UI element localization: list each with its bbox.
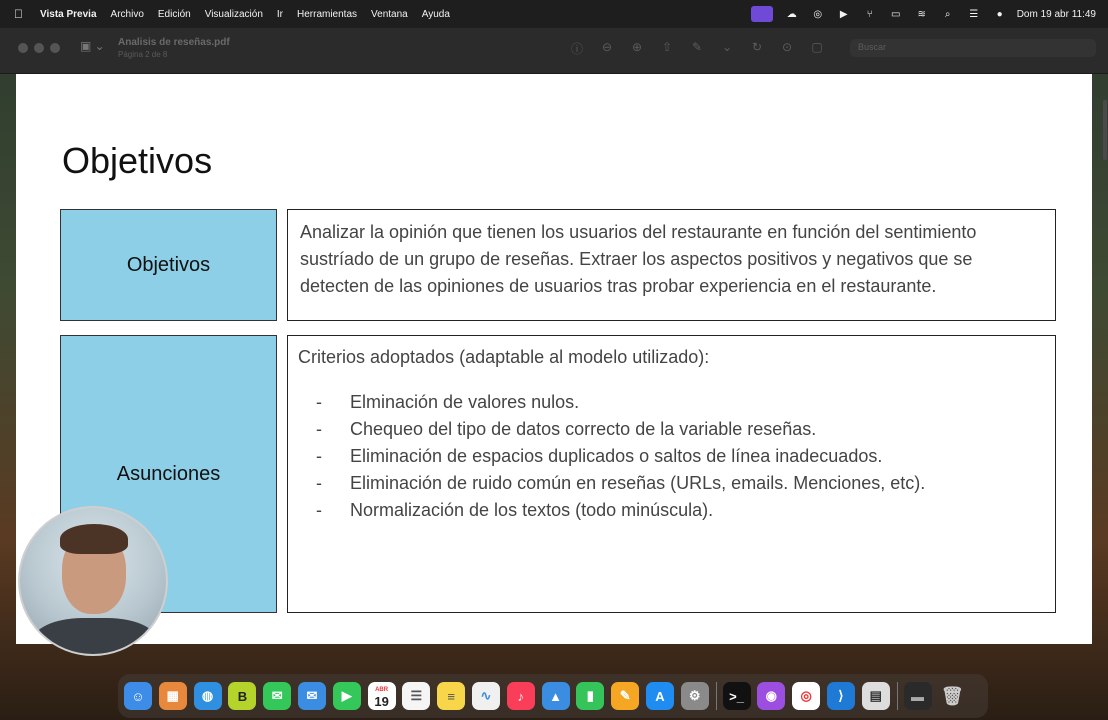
menu-items [40, 9, 464, 20]
music-icon[interactable]: ♪ [507, 682, 535, 710]
list-item: - Chequeo del tipo de datos correcto de la variable reseñas. [316, 419, 817, 439]
list-item: - Eliminación de espacios duplicados o saltos de línea inadecuados. [316, 446, 883, 466]
notes-icon[interactable]: ≡ [437, 682, 465, 710]
freeform-icon[interactable]: ∿ [472, 682, 500, 710]
sidebar-toggle-icon[interactable]: ▣ ⌄ [80, 39, 105, 53]
battery-icon[interactable]: ▭ [890, 8, 901, 20]
calendar-icon[interactable]: ABR 19 [368, 682, 396, 710]
menu-ir[interactable]: Ir [276, 8, 283, 20]
zoom-in-icon[interactable]: ⊕ [631, 40, 643, 54]
vscode-icon[interactable]: ⟩ [827, 682, 855, 710]
menu-ventana[interactable]: Ventana [371, 8, 408, 20]
cloud-icon[interactable]: ☁ [786, 8, 797, 20]
menu-ayuda[interactable]: Ayuda [421, 8, 450, 20]
preview-icon[interactable]: ▤ [862, 682, 890, 710]
zoom-out-icon[interactable]: ⊖ [601, 40, 613, 54]
dock-separator [897, 682, 898, 710]
system-settings-icon[interactable]: ⚙ [681, 682, 709, 710]
siri-icon[interactable]: ● [996, 8, 1003, 20]
wifi-icon[interactable]: ≋ [917, 8, 926, 20]
scrollbar[interactable] [1103, 100, 1107, 160]
presenter-hair [60, 524, 128, 554]
document-subtitle: Página 2 de 8 [118, 50, 168, 59]
markup-menu-chevron-icon[interactable]: ⌄ [721, 40, 733, 54]
webcam-overlay [18, 506, 168, 656]
finder-icon[interactable]: ☺ [124, 682, 152, 710]
reminders-icon[interactable]: ☰ [402, 682, 430, 710]
menubar-clock[interactable]: Dom 19 abr 11:49 [1016, 8, 1096, 20]
app-store-icon[interactable]: A [646, 682, 674, 710]
spotlight-icon[interactable]: ⌕ [944, 8, 951, 20]
zoom-window-button[interactable] [50, 43, 60, 53]
list-item: - Normalización de los textos (todo minúscula). [316, 500, 714, 520]
minimized-window-icon[interactable]: ▬ [904, 682, 932, 710]
numbers-icon[interactable]: ▮ [576, 682, 604, 710]
share-icon[interactable]: ⇧ [661, 40, 673, 54]
objectives-label-box [60, 209, 277, 321]
control-center-icon[interactable]: ☰ [969, 8, 979, 20]
trash-icon[interactable]: 🗑 [940, 685, 964, 706]
minimize-window-button[interactable] [34, 43, 44, 53]
assumptions-intro: Criterios adoptados (adaptable al modelo utilizado): [298, 347, 710, 367]
page-title: Objetivos [62, 140, 213, 181]
chrome-icon[interactable]: ◎ [792, 682, 820, 710]
keynote-icon[interactable]: ▲ [542, 682, 570, 710]
menu-visualizacion[interactable]: Visualización [204, 8, 263, 20]
podcasts-icon[interactable]: ◉ [757, 682, 785, 710]
assumptions-content-box [287, 335, 1056, 613]
window-toolbar [0, 28, 1108, 74]
criteria-list [298, 389, 1045, 524]
dock [118, 674, 988, 718]
menu-bar [0, 0, 1108, 28]
presenter-shirt [32, 618, 158, 656]
search-input[interactable]: Buscar [850, 39, 1096, 57]
play-icon[interactable]: ▶ [839, 8, 848, 20]
apple-menu-icon[interactable] [14, 7, 28, 21]
screen-recording-icon[interactable] [751, 6, 773, 22]
camera-icon[interactable]: ◎ [813, 8, 823, 20]
launchpad-icon[interactable]: ▦ [159, 682, 187, 710]
menu-app-name[interactable]: Vista Previa [40, 8, 97, 20]
toolbar-icons [562, 40, 832, 57]
document-title: Analisis de reseñas.pdf [118, 37, 230, 48]
mail-icon[interactable]: ✉ [298, 682, 326, 710]
menu-edicion[interactable]: Edición [157, 8, 191, 20]
objectives-content-box [287, 209, 1056, 321]
markup-icon[interactable]: ✎ [691, 40, 703, 54]
list-item: - Eliminación de ruido común en reseñas (URLs, emails. Menciones, etc). [316, 473, 926, 493]
menu-archivo[interactable]: Archivo [110, 8, 144, 20]
status-area [751, 0, 1096, 28]
window-controls [18, 43, 66, 53]
messages-icon[interactable]: ✉ [263, 682, 291, 710]
close-window-button[interactable] [18, 43, 28, 53]
fork-icon[interactable]: ⑂ [866, 8, 873, 20]
pages-icon[interactable]: ✎ [611, 682, 639, 710]
terminal-icon[interactable]: >_ [723, 682, 751, 710]
annotate-icon[interactable]: ⊙ [781, 40, 793, 54]
assumptions-label: Asunciones [116, 462, 221, 485]
rotate-icon[interactable]: ↻ [751, 40, 763, 54]
safari-icon[interactable]: ◍ [194, 682, 222, 710]
dock-separator [716, 682, 717, 710]
objectives-label: Objetivos [126, 253, 211, 276]
pdf-page [16, 74, 1092, 644]
menu-herramientas[interactable]: Herramientas [297, 8, 358, 20]
objectives-text: Analizar la opinión que tienen los usuarios del restaurante en función del sentimiento sustríado de un grupo de reseñas. Extraer los aspectos positivos y negativos que se detecten de las opiniones de usuarios tras probar experiencia en el restaurante. [300, 222, 977, 296]
form-icon[interactable]: ▢ [811, 40, 823, 54]
bitcoin-app-icon[interactable]: B [228, 682, 256, 710]
facetime-icon[interactable]: ▶ [333, 682, 361, 710]
list-item: - Elminación de valores nulos. [316, 392, 580, 412]
info-icon[interactable]: ⓘ [570, 42, 583, 56]
